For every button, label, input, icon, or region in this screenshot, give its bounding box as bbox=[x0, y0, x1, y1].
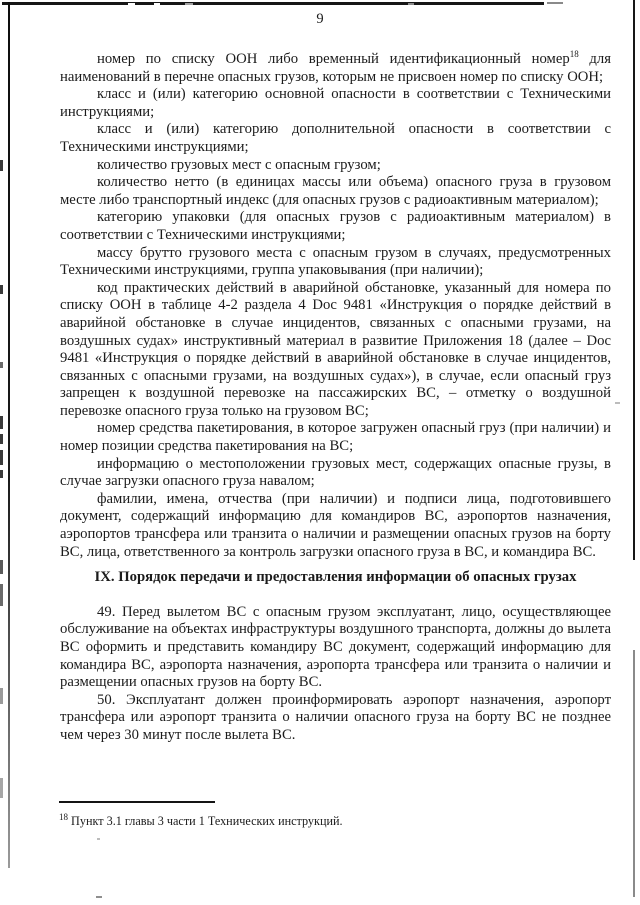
body-paragraph: информацию о местоположении грузовых мест, содержащих опасные грузы, в случае загрузки опасного груза навалом; bbox=[60, 455, 611, 490]
scan-speck bbox=[615, 402, 620, 404]
body-paragraph: массу брутто грузового места с опасным грузом в случаях, предусмотренных Техническими инструкциями, группа упаковывания (при наличии); bbox=[60, 244, 611, 279]
body-paragraph: 50. Эксплуатант должен проинформировать аэропорт назначения, аэропорт трансфера или аэропорт транзита о наличии опасного груза на борту ВС не позднее чем через 30 минут после вылета ВС. bbox=[60, 691, 611, 743]
footnote-ref: 18 bbox=[569, 49, 579, 60]
scan-dash bbox=[0, 450, 3, 465]
scan-speck bbox=[97, 838, 100, 840]
footnote bbox=[59, 811, 610, 828]
scan-edge-gap bbox=[185, 3, 193, 8]
scan-edge-left bbox=[8, 2, 10, 868]
body-paragraph: код практических действий в аварийной обстановке, указанный для номера по списку ООН в таблице 4-2 раздела 4 Doc 9481 «Инструкция о порядке действий в аварийной обстановке в случае инцидентов, связанных с опасными грузами, на воздушных судах» инструктивный материал в развитие Приложения 18 (далее – Doc 9481 «Инструкция о порядке действий в аварийной обстановке в случае инцидентов, связанных с опасными грузами, на воздушных судах»), в случае, если опасный груз запрещен к воздушной перевозке на пассажирских ВС, – отметку о воздушной перевозке опасного груза только на грузовом ВС; bbox=[60, 279, 611, 419]
page-number: 9 bbox=[316, 11, 324, 27]
footnote-rule bbox=[59, 801, 215, 803]
section-heading: IX. Порядок передачи и предоставления информации об опасных грузах bbox=[94, 569, 577, 586]
scan-edge-right-lower bbox=[633, 650, 635, 897]
body-paragraph: количество грузовых мест с опасным грузом; bbox=[97, 156, 381, 173]
scan-dash bbox=[0, 434, 3, 444]
paragraph-text: для наименований в перечне опасных грузов, которым не присвоен номер по списку ООН; bbox=[60, 51, 611, 85]
scan-edge-top bbox=[2, 2, 544, 5]
scan-dash bbox=[0, 160, 3, 171]
scan-edge-gap bbox=[128, 3, 135, 8]
footnote-number: 18 bbox=[59, 811, 68, 822]
body-paragraph bbox=[60, 51, 611, 86]
scan-dash bbox=[0, 778, 3, 798]
scan-dash bbox=[0, 362, 3, 368]
scan-dash bbox=[0, 688, 3, 704]
body-paragraph: номер средства пакетирования, в которое загружен опасный груз (при наличии) и номер позиции средства пакетирования на ВС; bbox=[60, 420, 611, 455]
body-paragraph: категорию упаковки (для опасных грузов с радиоактивным материалом) в соответствии с Техническими инструкциями; bbox=[60, 209, 611, 243]
scan-speck bbox=[96, 896, 102, 898]
body-paragraph: класс и (или) категорию основной опасности в соответствии с Техническими инструкциями; bbox=[60, 86, 611, 120]
scan-edge-right bbox=[633, 0, 635, 560]
body-paragraph: 49. Перед вылетом ВС с опасным грузом эксплуатант, лицо, осуществляющее обслуживание на объектах инфраструктуры воздушного транспорта, должны до вылета ВС оформить и представить командиру ВС документ, содержащий информацию для командира ВС, аэропорта назначения, аэропорта трансфера или транзита о наличии и размещении опасных грузов на борту ВС. bbox=[60, 603, 611, 691]
paragraph-text: номер по списку ООН либо временный идентификационный номер bbox=[97, 51, 570, 67]
body-paragraph: фамилии, имена, отчества (при наличии) и подписи лица, подготовившего документ, содержащий информацию для командиров ВС, аэропортов назначения, аэропортов трансфера или транзита о наличии и размещении опасных грузов на борту ВС, лица, ответственного за контроль загрузки опасного груза в ВС, и командира ВС. bbox=[60, 490, 611, 560]
scan-dash bbox=[0, 470, 3, 478]
scan-dash bbox=[0, 285, 3, 294]
footnote-text: Пункт 3.1 главы 3 части 1 Технических инструкций. bbox=[68, 814, 343, 828]
scan-dash bbox=[0, 416, 3, 429]
scan-dash bbox=[0, 584, 3, 606]
scan-edge-gap bbox=[154, 3, 160, 8]
body-paragraph: класс и (или) категорию дополнительной опасности в соответствии с Техническими инструкциями; bbox=[60, 121, 611, 155]
footnote-area bbox=[59, 801, 610, 828]
scan-edge-top-dash bbox=[547, 2, 563, 4]
document-body bbox=[60, 51, 611, 745]
scan-dash bbox=[0, 560, 3, 574]
body-paragraph: количество нетто (в единицах массы или объема) опасного груза в грузовом месте либо транспортный индекс (для опасных грузов с радиоактивным материалом); bbox=[60, 174, 611, 208]
scan-edge-gap bbox=[408, 3, 414, 8]
